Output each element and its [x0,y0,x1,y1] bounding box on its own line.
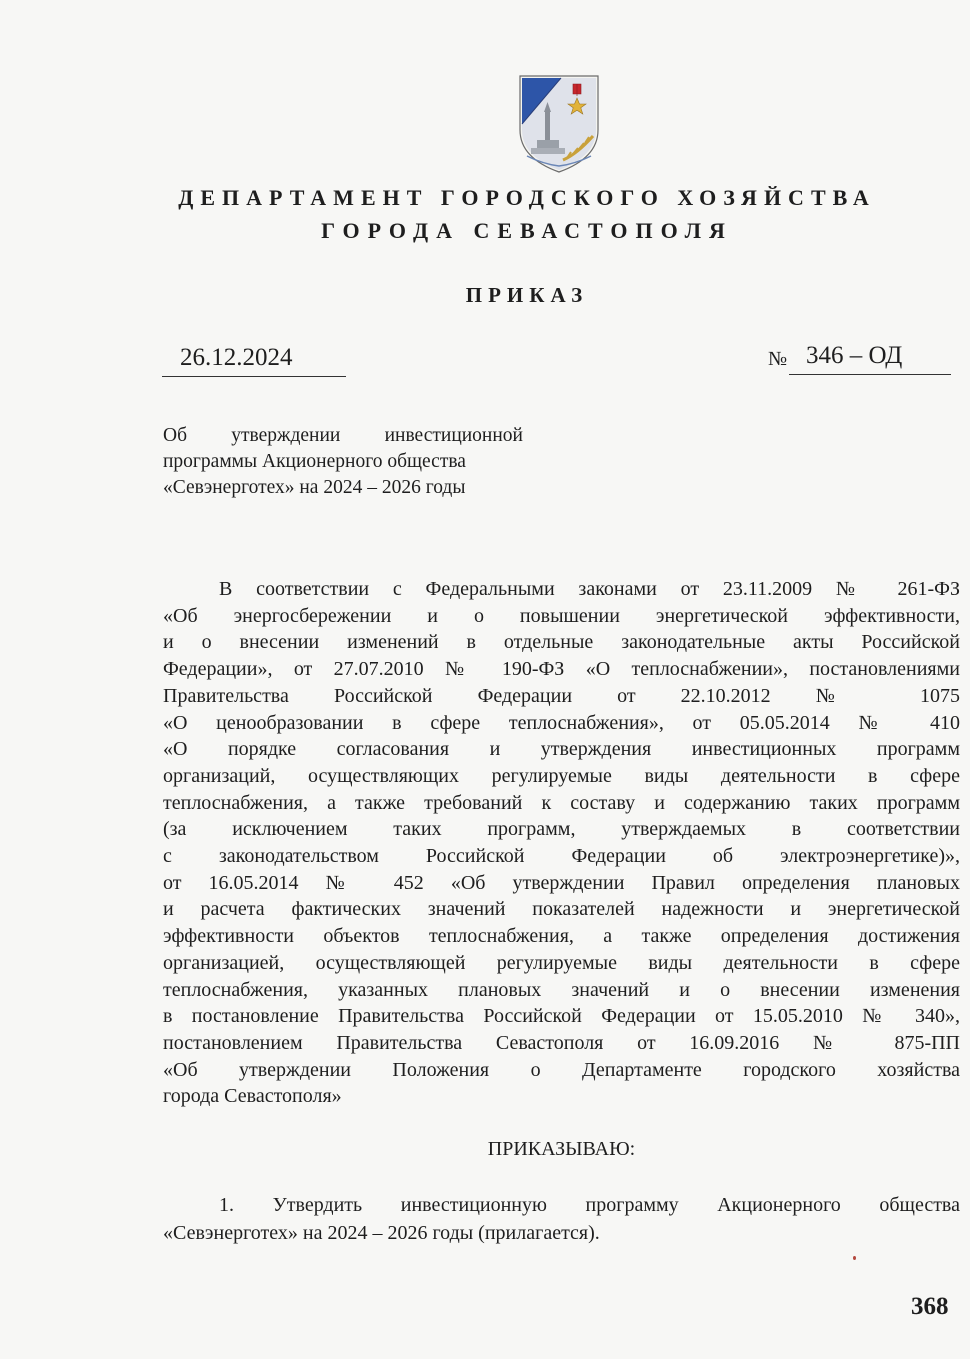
department-name-line1: ДЕПАРТАМЕНТ ГОРОДСКОГО ХОЗЯЙСТВА [178,185,876,210]
preamble-paragraph [163,576,960,1110]
item-line: 1. Утвердить инвестиционную программу Акционерного общества [219,1194,960,1216]
sevastopol-coat-of-arms-icon [517,74,601,174]
body-line: теплоснабжения, указанных плановых значений и о внесении изменения [163,978,960,1001]
body-line: с законодательством Российской Федерации об электроэнергетике)», [163,845,960,868]
subject-line: «Севэнерготех» на 2024 – 2026 годы [163,477,466,498]
item-line: «Севэнерготех» на 2024 – 2026 годы (прилагается). [163,1222,600,1244]
body-line: «О порядке согласования и утверждения инвестиционных программ [163,738,960,761]
body-line: эффективности объектов теплоснабжения, а также определения достижения [163,925,960,948]
body-line: В соответствии с Федеральными законами от 23.11.2009 № 261-ФЗ [219,578,960,600]
body-line: «О ценообразовании в сфере теплоснабжения», от 05.05.2014 № 410 [163,711,960,734]
order-date-field [162,344,346,377]
orders-heading: ПРИКАЗЫВАЮ: [487,1138,636,1160]
body-line: и о внесении изменений в отдельные законодательные акты Российской [163,631,960,654]
body-line: в постановление Правительства Российской Федерации от 15.05.2010 № 340», [163,1005,960,1028]
page-number: 368 [911,1293,949,1320]
body-line: (за исключением таких программ, утверждаемых в соответствии [163,818,960,841]
subject-line: Об утверждении инвестиционной [163,425,523,446]
body-line: Правительства Российской Федерации от 22.10.2012 № 1075 [163,684,960,707]
order-subject [163,423,523,501]
order-item-1 [163,1191,960,1247]
body-line: города Севастополя» [163,1085,342,1108]
subject-line: программы Акционерного общества [163,451,466,472]
department-name-line2: ГОРОДА СЕВАСТОПОЛЯ [321,218,733,243]
body-line: «Об энергосбережении и о повышении энергетической эффективности, [163,604,960,627]
number-sign: № [768,348,788,370]
order-number-field [789,342,951,375]
body-line: постановлением Правительства Севастополя от 16.09.2016 № 875-ПП [163,1031,960,1054]
order-number: 346 – ОД [806,342,903,369]
body-line: от 16.05.2014 № 452 «Об утверждении Правил определения плановых [163,871,960,894]
ink-speck [853,1256,856,1260]
body-line: теплоснабжения, а также требований к составу и содержанию таких программ [163,791,960,814]
order-date: 26.12.2024 [180,344,293,371]
body-line: «Об утверждении Положения о Департаменте городского хозяйства [163,1058,960,1081]
body-line: организацией, осуществляющей регулируемые виды деятельности в сфере [163,951,960,974]
body-line: Федерации», от 27.07.2010 № 190-ФЗ «О теплоснабжении», постановлениями [163,658,960,681]
document-type-heading: ПРИКАЗ [465,283,589,307]
body-line: и расчета фактических значений показателей надежности и энергетической [163,898,960,921]
body-line: организаций, осуществляющих регулируемые виды деятельности в сфере [163,764,960,787]
